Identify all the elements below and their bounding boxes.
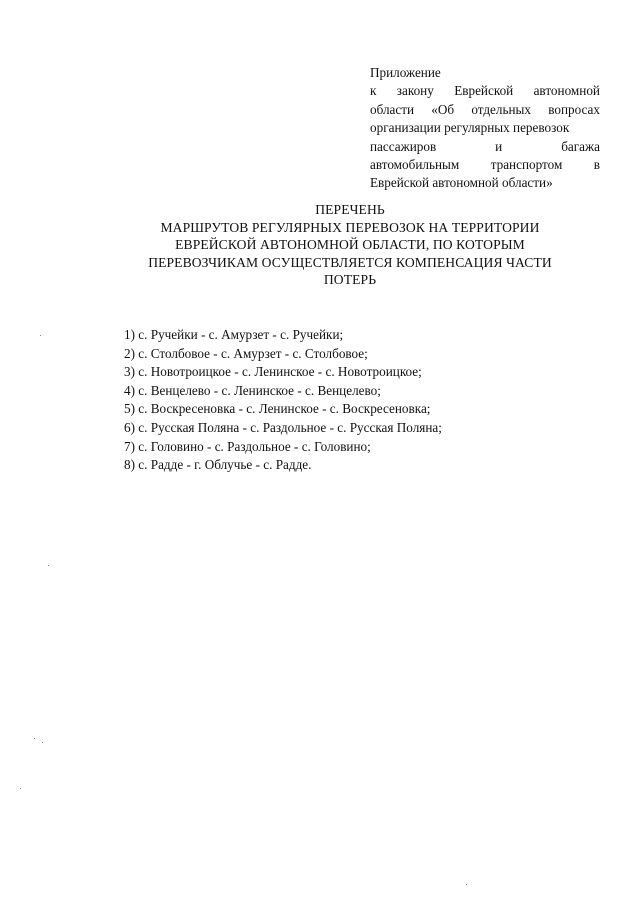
title-line: ЕВРЕЙСКОЙ АВТОНОМНОЙ ОБЛАСТИ, ПО КОТОРЫМ (175, 237, 525, 253)
scan-speck (20, 788, 21, 789)
title-line: ПЕРЕВОЗЧИКАМ ОСУЩЕСТВЛЯЕТСЯ КОМПЕНСАЦИЯ ЧАСТИ (148, 254, 552, 270)
appendix-line-2 (370, 82, 600, 100)
appendix-word: транспортом (490, 157, 563, 173)
title-line: МАРШРУТОВ РЕГУЛЯРНЫХ ПЕРЕВОЗОК НА ТЕРРИТОРИИ (160, 219, 540, 235)
appendix-line-4: организации регулярных перевозок (370, 120, 570, 136)
title-line: ПОТЕРЬ (323, 272, 377, 288)
appendix-line-3 (370, 101, 600, 119)
appendix-word: в (593, 157, 600, 173)
route-item: 4) с. Венцелево - с. Ленинское - с. Венцелево; (124, 382, 381, 398)
scan-speck (48, 565, 49, 566)
scan-speck (34, 738, 35, 739)
route-item: 1) с. Ручейки - с. Амурзет - с. Ручейки; (124, 327, 344, 342)
appendix-word: области (370, 101, 415, 117)
appendix-word: пассажиров (370, 138, 437, 154)
appendix-word: автономной (533, 83, 600, 99)
appendix-word: вопросах (548, 101, 600, 117)
appendix-line-5 (370, 138, 600, 156)
appendix-word: автомобильным (370, 157, 460, 173)
appendix-word: багажа (561, 138, 600, 154)
appendix-label: Приложение (370, 65, 441, 80)
document-title (100, 201, 600, 289)
route-item: 7) с. Головино - с. Раздольное - с. Головино; (124, 438, 371, 454)
appendix-word: Еврейской (454, 83, 514, 99)
title-line: ПЕРЕЧЕНЬ (315, 202, 385, 217)
scan-speck (466, 884, 467, 885)
route-item: 2) с. Столбовое - с. Амурзет - с. Столбовое; (124, 345, 368, 361)
appendix-word: и (495, 138, 503, 154)
appendix-word: «Об (431, 101, 455, 117)
scan-speck (40, 335, 41, 336)
appendix-line-7: Еврейской автономной области» (370, 175, 553, 191)
routes-list (124, 326, 594, 475)
route-item: 6) с. Русская Поляна - с. Раздольное - с. Русская Поляна; (124, 419, 442, 435)
appendix-word: отдельных (471, 101, 532, 117)
route-item: 5) с. Воскресеновка - с. Ленинское - с. Воскресеновка; (124, 401, 431, 417)
appendix-header (370, 64, 600, 193)
appendix-word: закону (396, 83, 434, 99)
route-item: 3) с. Новотроицкое - с. Ленинское - с. Новотроицкое; (124, 364, 422, 380)
appendix-word: к (370, 83, 377, 99)
route-item: 8) с. Радде - г. Облучье - с. Радде. (124, 457, 312, 473)
appendix-line-6 (370, 156, 600, 174)
scan-speck (42, 742, 43, 743)
